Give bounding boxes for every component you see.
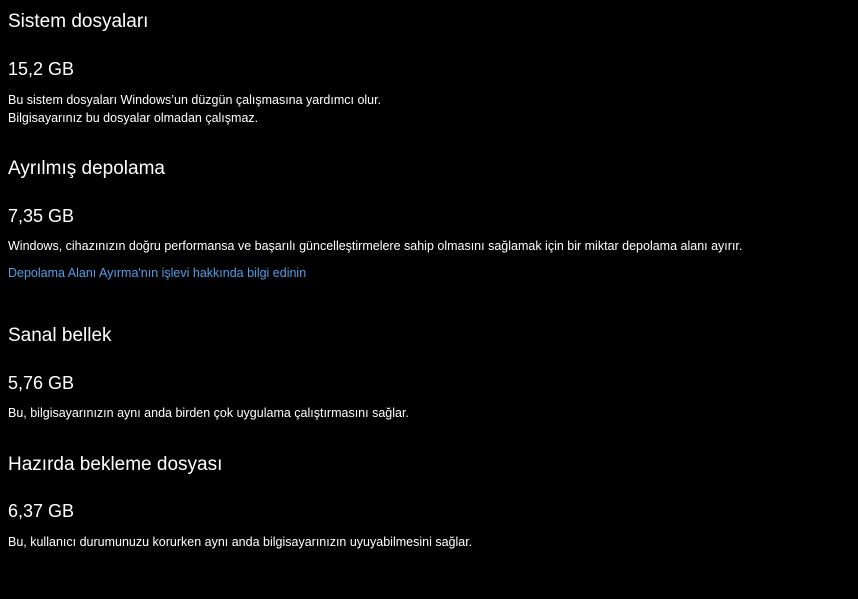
system-files-size: 15,2 GB <box>8 59 75 79</box>
virtual-memory-title: Sanal bellek <box>8 325 112 346</box>
virtual-memory-size: 5,76 GB <box>8 373 75 393</box>
system-files-description-line-1: Bu sistem dosyaları Windows’un düzgün çalışmasına yardımcı olur. <box>8 93 382 107</box>
reserved-storage-description: Windows, cihazınızın doğru performansa ve başarılı güncelleştirmelere sahip olmasını sağlamak için bir miktar depolama alanı ayırır. <box>8 239 743 253</box>
reserved-storage-size: 7,35 GB <box>8 206 75 226</box>
hibernation-file-size: 6,37 GB <box>8 501 75 521</box>
hibernation-file-title: Hazırda bekleme dosyası <box>8 454 223 475</box>
system-files-title: Sistem dosyaları <box>8 11 149 32</box>
system-files-description-line-2: Bilgisayarınız bu dosyalar olmadan çalışmaz. <box>8 111 259 125</box>
virtual-memory-description: Bu, bilgisayarınızın aynı anda birden çok uygulama çalıştırmasını sağlar. <box>8 406 409 420</box>
reserved-storage-title: Ayrılmış depolama <box>8 158 165 179</box>
reserved-storage-learn-more-link[interactable]: Depolama Alanı Ayırma'nın işlevi hakkında bilgi edinin <box>8 266 307 280</box>
hibernation-file-description: Bu, kullanıcı durumunuzu korurken aynı anda bilgisayarınızın uyuyabilmesini sağlar. <box>8 535 473 549</box>
